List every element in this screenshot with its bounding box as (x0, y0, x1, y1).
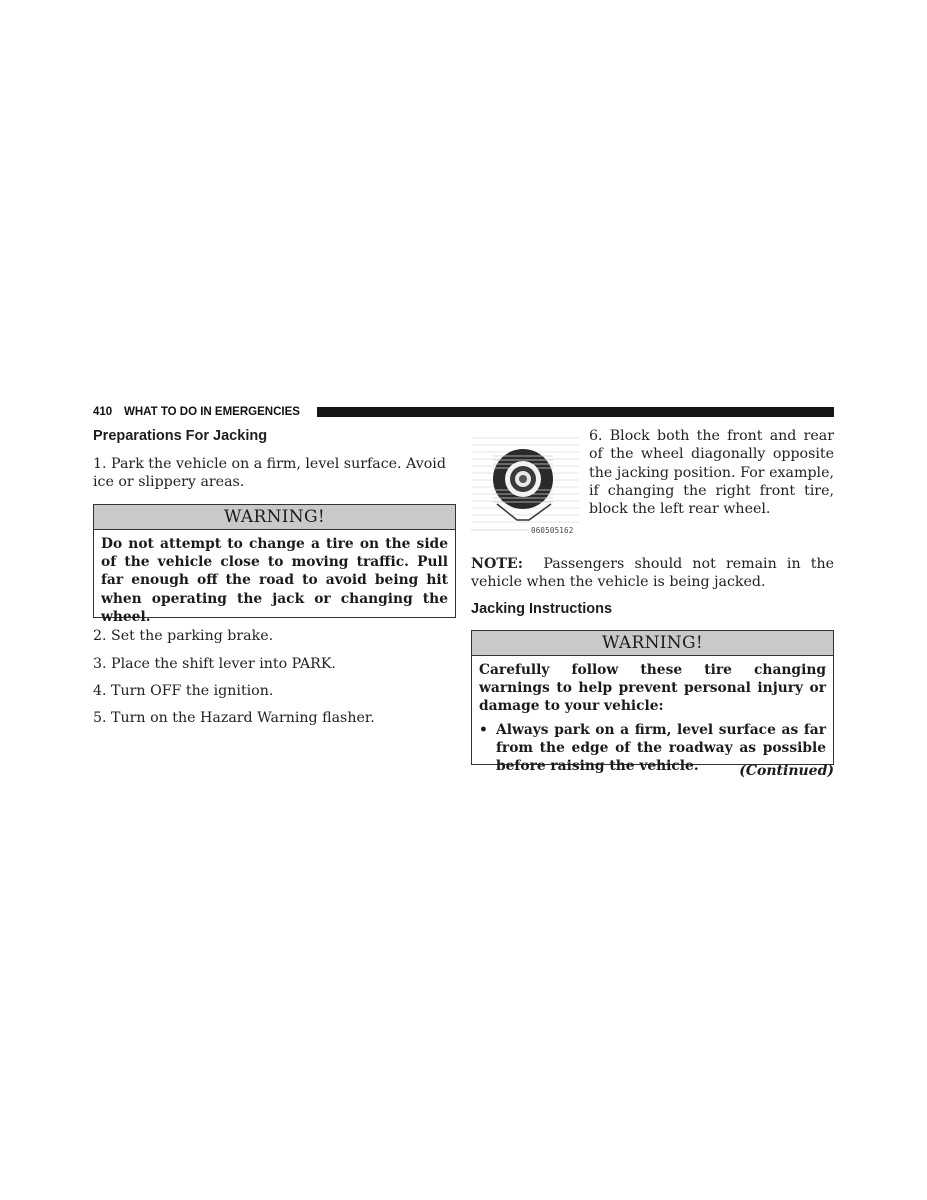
page-header (93, 405, 834, 419)
warning-box-preparations (93, 504, 456, 625)
tire-wheel-icon (471, 430, 580, 539)
step-2: 2. Set the parking brake. (93, 628, 274, 644)
section-title: WHAT TO DO IN EMERGENCIES (124, 406, 300, 418)
note-paragraph (471, 555, 834, 592)
wheel-blocking-illustration (471, 430, 580, 539)
warning-text: Do not attempt to change a tire on the side of the vehicle close to moving traffic. Pull far enough off the road to avoid being hit when operating the jack or changing the wheel. (101, 536, 448, 625)
step-1: 1. Park the vehicle on a firm, level surface. Avoid ice or slippery areas. (93, 456, 446, 491)
header-rule (317, 407, 834, 417)
step-4: 4. Turn OFF the ignition. (93, 683, 274, 699)
step-3: 3. Place the shift lever into PARK. (93, 656, 336, 672)
bullet-text: Always park on a firm, level surface as far from the edge of the roadway as possible before raising the vehicle. (496, 721, 826, 775)
warning-title: WARNING! (472, 631, 833, 656)
continued-label: (Continued) (739, 763, 834, 779)
step-6: 6. Block both the front and rear of the wheel diagonally opposite the jacking position. For example, if changing the right front tire, block the left rear wheel. (589, 428, 834, 518)
warning-text: Carefully follow these tire changing warnings to help prevent personal injury or damage to your vehicle: (479, 662, 826, 715)
note-label: NOTE: (471, 556, 523, 572)
page-number: 410 (93, 406, 113, 418)
preparations-heading: Preparations For Jacking (93, 428, 268, 444)
warning-title: WARNING! (94, 505, 455, 530)
note-text: Passengers should not remain in the vehicle when the vehicle is being jacked. (471, 556, 834, 591)
figure-code: 060505162 (531, 526, 574, 535)
bullet-dot: • (479, 721, 488, 738)
step-5: 5. Turn on the Hazard Warning flasher. (93, 710, 375, 726)
jacking-instructions-heading: Jacking Instructions (471, 601, 613, 617)
